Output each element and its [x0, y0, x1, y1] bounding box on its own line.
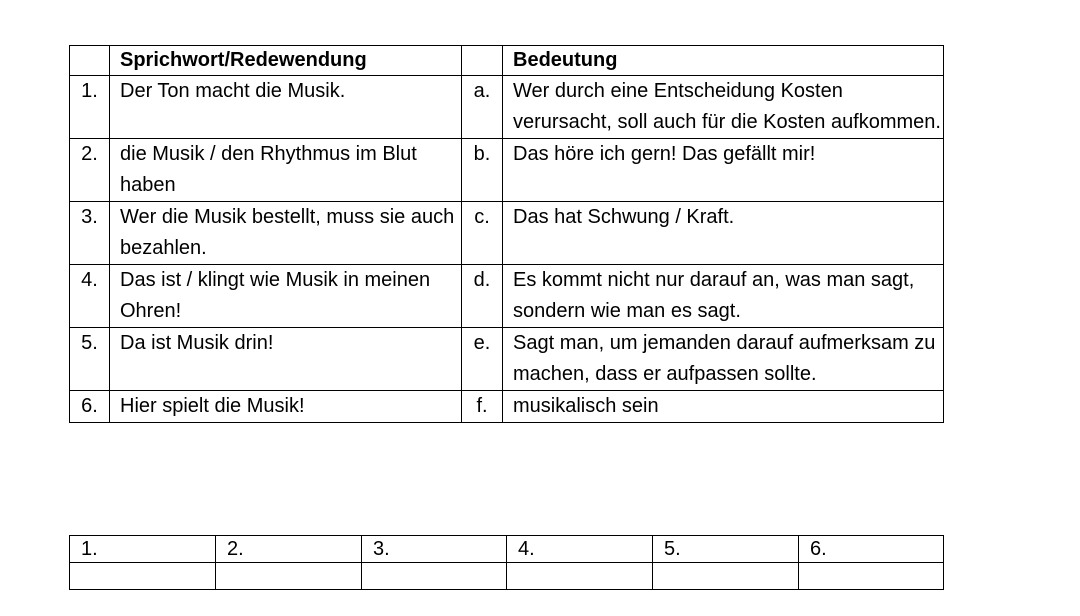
answer-cell[interactable] — [70, 563, 216, 590]
proverb-cell: Da ist Musik drin! — [110, 328, 462, 391]
meaning-cell: musikalisch sein — [503, 391, 944, 423]
row-number: 2. — [70, 139, 110, 202]
answer-cell[interactable] — [799, 563, 944, 590]
answer-label-row — [70, 536, 944, 563]
row-letter: c. — [462, 202, 503, 265]
matching-table — [69, 45, 944, 423]
header-meaning: Bedeutung — [503, 46, 944, 76]
answer-input-row — [70, 563, 944, 590]
answer-label: 1. — [70, 536, 216, 563]
row-letter: a. — [462, 76, 503, 139]
row-number: 4. — [70, 265, 110, 328]
answer-label: 3. — [362, 536, 507, 563]
table-row — [70, 76, 944, 139]
header-letter — [462, 46, 503, 76]
proverb-cell: Hier spielt die Musik! — [110, 391, 462, 423]
row-number: 6. — [70, 391, 110, 423]
table-header-row — [70, 46, 944, 76]
proverb-cell: Der Ton macht die Musik. — [110, 76, 462, 139]
row-number: 5. — [70, 328, 110, 391]
meaning-cell: Es kommt nicht nur darauf an, was man sagt, sondern wie man es sagt. — [503, 265, 944, 328]
meaning-cell: Sagt man, um jemanden darauf aufmerksam zu machen, dass er aufpassen sollte. — [503, 328, 944, 391]
answer-cell[interactable] — [362, 563, 507, 590]
header-num — [70, 46, 110, 76]
table-row — [70, 265, 944, 328]
answer-cell[interactable] — [653, 563, 799, 590]
row-letter: e. — [462, 328, 503, 391]
row-number: 3. — [70, 202, 110, 265]
proverb-cell: Wer die Musik bestellt, muss sie auch bezahlen. — [110, 202, 462, 265]
meaning-cell: Das hat Schwung / Kraft. — [503, 202, 944, 265]
answer-label: 2. — [216, 536, 362, 563]
answer-cell[interactable] — [507, 563, 653, 590]
answer-label: 6. — [799, 536, 944, 563]
table-row — [70, 202, 944, 265]
table-row — [70, 139, 944, 202]
header-proverb: Sprichwort/Redewendung — [110, 46, 462, 76]
table-row — [70, 328, 944, 391]
proverb-cell: Das ist / klingt wie Musik in meinen Ohren! — [110, 265, 462, 328]
row-number: 1. — [70, 76, 110, 139]
meaning-cell: Das höre ich gern! Das gefällt mir! — [503, 139, 944, 202]
row-letter: f. — [462, 391, 503, 423]
answer-label: 5. — [653, 536, 799, 563]
answer-table — [69, 535, 944, 590]
answer-label: 4. — [507, 536, 653, 563]
answer-cell[interactable] — [216, 563, 362, 590]
table-row — [70, 391, 944, 423]
meaning-cell: Wer durch eine Entscheidung Kosten verursacht, soll auch für die Kosten aufkommen. — [503, 76, 944, 139]
row-letter: b. — [462, 139, 503, 202]
row-letter: d. — [462, 265, 503, 328]
proverb-cell: die Musik / den Rhythmus im Blut haben — [110, 139, 462, 202]
